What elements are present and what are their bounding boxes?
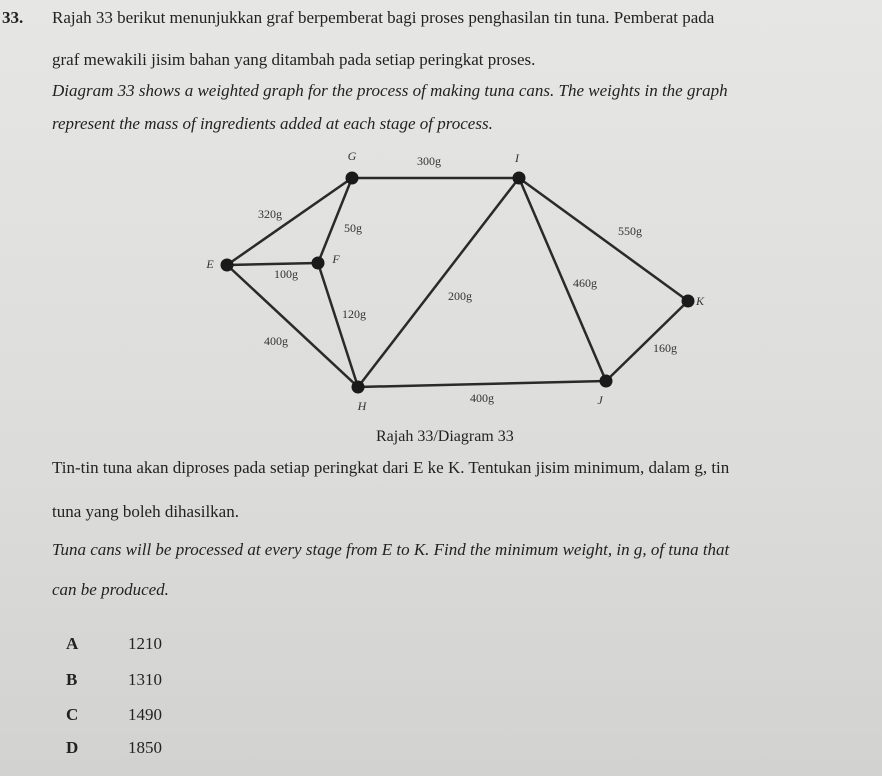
option-value: 1310 <box>128 670 162 689</box>
option-value: 1210 <box>128 634 162 653</box>
node-label: H <box>357 399 367 413</box>
node-label: J <box>597 393 603 407</box>
edge-weight-label: 200g <box>448 289 472 303</box>
option-letter: A <box>66 634 79 653</box>
malay-intro-line2: graf mewakili jisim bahan yang ditambah pada setiap peringkat proses. <box>52 50 536 69</box>
edge-weight-label: 300g <box>417 154 441 168</box>
edge-H-I <box>358 178 519 387</box>
node-I <box>513 172 526 185</box>
edge-weight-label: 160g <box>653 341 677 355</box>
node-E <box>221 259 234 272</box>
edge-weight-label: 50g <box>344 221 362 235</box>
diagram-caption: Rajah 33/Diagram 33 <box>376 428 514 445</box>
edge-weight-label: 460g <box>573 276 597 290</box>
option-letter: D <box>66 738 79 757</box>
english-intro-line1: Diagram 33 shows a weighted graph for the process of making tuna cans. The weights in the graph <box>52 81 728 100</box>
edge-weight-label: 120g <box>342 307 366 321</box>
task-malay-line2: tuna yang boleh dihasilkan. <box>52 502 239 521</box>
node-K <box>682 295 695 308</box>
option-letter: B <box>66 670 78 689</box>
edge-weight-label: 400g <box>470 391 494 405</box>
node-H <box>352 381 365 394</box>
task-malay-line1: Tin-tin tuna akan diproses pada setiap peringkat dari E ke K. Tentukan jisim minimum, dalam g, tin <box>52 458 730 477</box>
option-value: 1490 <box>128 705 162 724</box>
question-number: 33. <box>2 8 24 27</box>
english-intro-line2: represent the mass of ingredients added at each stage of process. <box>52 114 493 133</box>
task-english-line2: can be produced. <box>52 580 169 599</box>
option-letter: C <box>66 705 79 724</box>
edge-weight-label: 550g <box>618 224 642 238</box>
node-F <box>312 257 325 270</box>
node-label: K <box>695 294 705 308</box>
task-english-line1: Tuna cans will be processed at every stage from E to K. Find the minimum weight, in g, of tuna that <box>52 540 730 559</box>
malay-intro-line1: Rajah 33 berikut menunjukkan graf berpemberat bagi proses penghasilan tin tuna. Pemberat pada <box>52 8 715 27</box>
edge-weight-label: 400g <box>264 334 288 348</box>
edge-E-F <box>227 263 318 265</box>
node-G <box>346 172 359 185</box>
node-J <box>600 375 613 388</box>
edge-weight-label: 100g <box>274 267 298 281</box>
edge-H-J <box>358 381 606 387</box>
edge-weight-label: 320g <box>258 207 282 221</box>
node-label: F <box>332 252 340 266</box>
node-label: G <box>347 149 357 163</box>
option-value: 1850 <box>128 738 162 757</box>
node-label: E <box>206 257 214 271</box>
node-label: I <box>515 151 519 165</box>
